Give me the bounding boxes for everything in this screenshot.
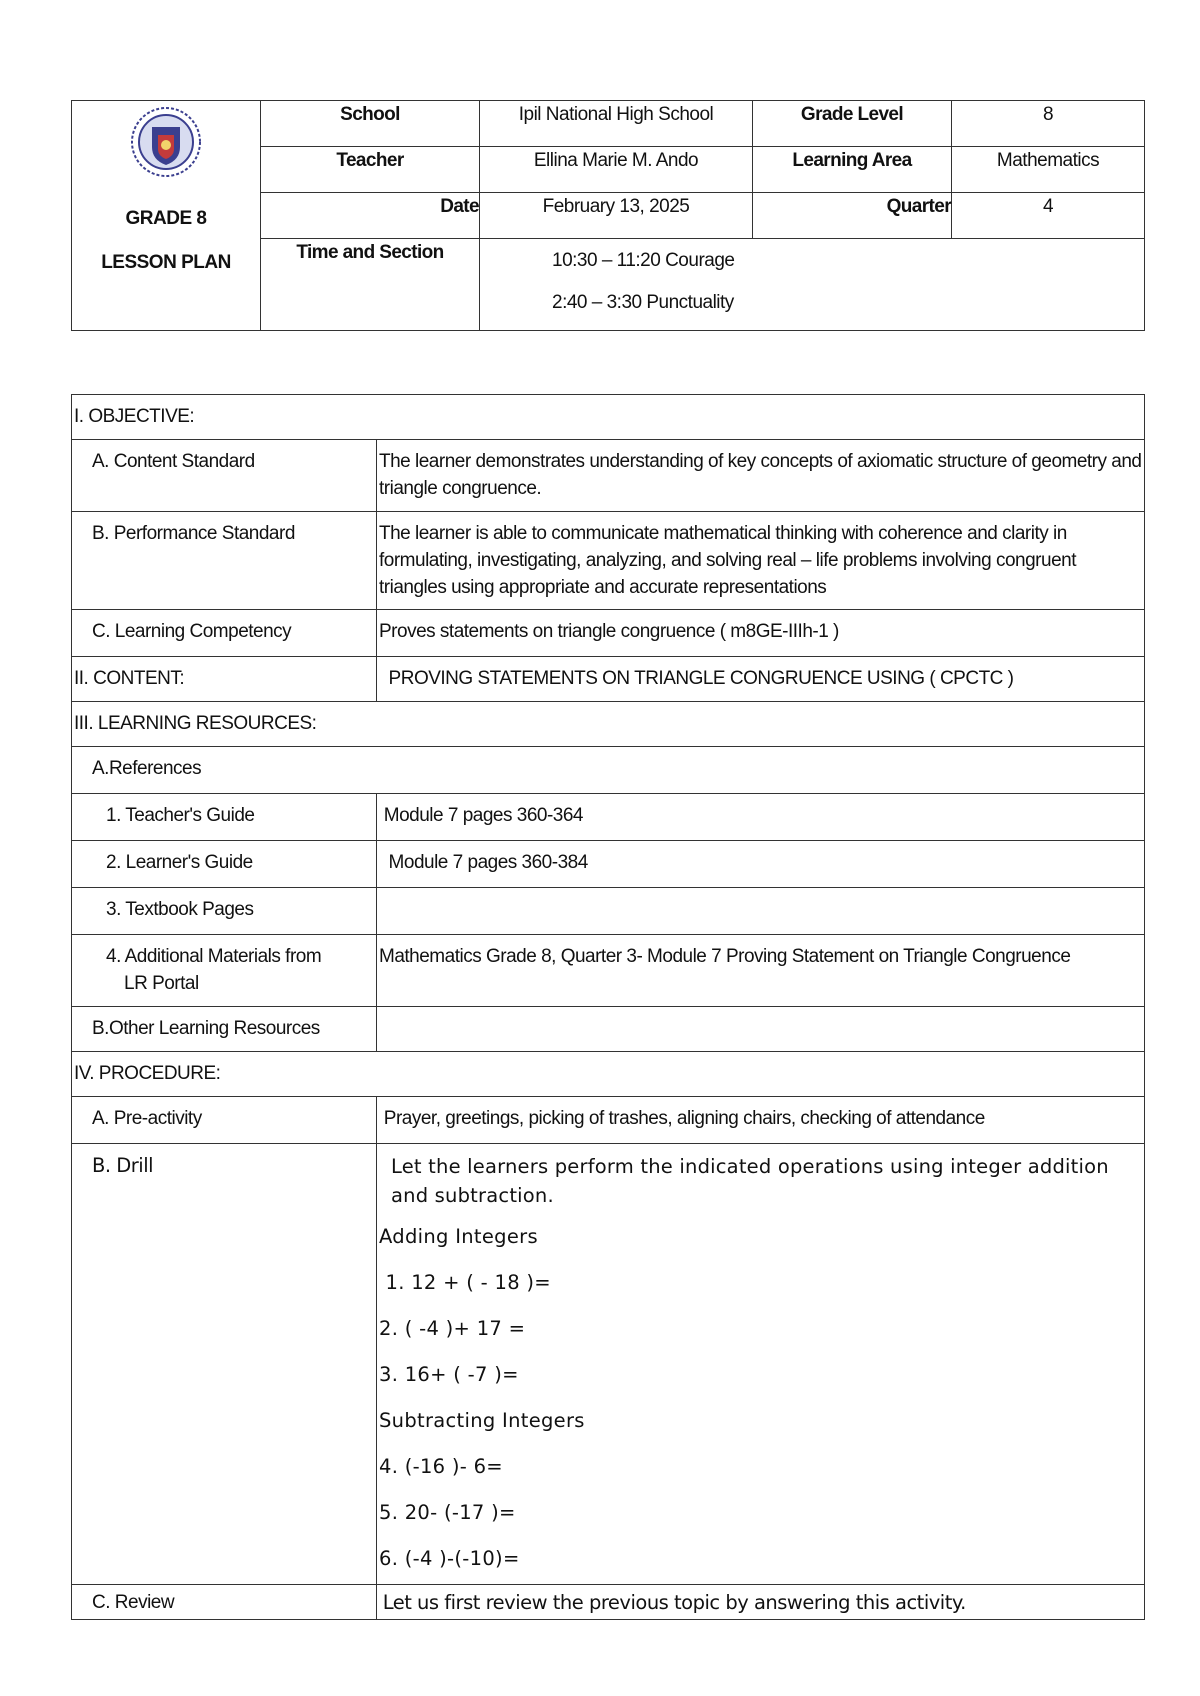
- other-resources-value: [377, 1007, 1145, 1052]
- textbook-value: [377, 888, 1145, 935]
- additional-materials-value: Mathematics Grade 8, Quarter 3- Module 7 Proving Statement on Triangle Congruence: [377, 935, 1145, 1007]
- procedure-heading: IV. PROCEDURE:: [72, 1052, 1145, 1097]
- time-section-value: [480, 239, 1145, 331]
- time-section-2: 2:40 – 3:30 Punctuality: [552, 292, 734, 313]
- other-resources-label: B.Other Learning Resources: [72, 1007, 377, 1052]
- preactivity-label: A. Pre-activity: [72, 1097, 377, 1144]
- school-label: School: [261, 101, 480, 147]
- drill-item-5: 5. 20- (-17 )=: [379, 1501, 516, 1524]
- drill-intro: Let the learners perform the indicated operations using integer addition and subtraction.: [391, 1155, 1109, 1207]
- teacher-label: Teacher: [261, 147, 480, 193]
- content-label: II. CONTENT:: [72, 657, 377, 702]
- drill-label: B. Drill: [72, 1144, 377, 1585]
- drill-item-6: 6. (-4 )-(-10)=: [379, 1547, 520, 1570]
- teachers-guide-value: Module 7 pages 360-364: [377, 794, 1145, 841]
- content-standard-value: The learner demonstrates understanding of key concepts of axiomatic structure of geometry and triangle congruence.: [377, 440, 1145, 512]
- drill-adding-heading: Adding Integers: [379, 1225, 538, 1248]
- grade-title: GRADE 8: [125, 208, 207, 229]
- drill-content: [377, 1144, 1145, 1585]
- time-section-label: Time and Section: [261, 239, 480, 331]
- objective-heading: I. OBJECTIVE:: [72, 395, 1145, 440]
- review-label: C. Review: [72, 1585, 377, 1620]
- content-value: PROVING STATEMENTS ON TRIANGLE CONGRUENCE USING ( CPCTC ): [377, 657, 1145, 702]
- performance-standard-label: B. Performance Standard: [72, 512, 377, 610]
- logo-cell: [72, 101, 261, 331]
- textbook-label: 3. Textbook Pages: [72, 888, 377, 935]
- date-label: Date: [261, 193, 480, 239]
- drill-item-2: 2. ( -4 )+ 17 =: [379, 1317, 526, 1340]
- header-table: [71, 100, 1145, 331]
- plan-title: LESSON PLAN: [101, 252, 231, 273]
- deped-seal-icon: [130, 105, 202, 179]
- learning-area-value: Mathematics: [952, 147, 1145, 193]
- additional-materials-label: [72, 935, 377, 1007]
- learners-guide-label: 2. Learner's Guide: [72, 841, 377, 888]
- review-value: Let us first review the previous topic by answering this activity.: [377, 1585, 1145, 1620]
- preactivity-value: Prayer, greetings, picking of trashes, aligning chairs, checking of attendance: [377, 1097, 1145, 1144]
- grade-level-label: Grade Level: [753, 101, 952, 147]
- drill-subtracting-heading: Subtracting Integers: [379, 1409, 585, 1432]
- additional-label-line-1: 4. Additional Materials from: [106, 946, 322, 967]
- lesson-plan-table: [71, 394, 1145, 1620]
- quarter-label: Quarter: [753, 193, 952, 239]
- additional-label-line-2: LR Portal: [124, 973, 199, 994]
- date-value: February 13, 2025: [480, 193, 753, 239]
- school-value: Ipil National High School: [480, 101, 753, 147]
- learning-competency-label: C. Learning Competency: [72, 610, 377, 657]
- teacher-value: Ellina Marie M. Ando: [480, 147, 753, 193]
- time-section-1: 10:30 – 11:20 Courage: [552, 250, 735, 271]
- learning-competency-value: Proves statements on triangle congruence ( m8GE-IIIh-1 ): [377, 610, 1145, 657]
- drill-item-3: 3. 16+ ( -7 )=: [379, 1363, 519, 1386]
- content-standard-label: A. Content Standard: [72, 440, 377, 512]
- performance-standard-value: The learner is able to communicate mathematical thinking with coherence and clarity in formulating, investigating, analyzing, and solving real – life problems involving congruent triangles using appropriate and accurate representations: [377, 512, 1145, 610]
- learners-guide-value: Module 7 pages 360-384: [377, 841, 1145, 888]
- learning-area-label: Learning Area: [753, 147, 952, 193]
- drill-item-4: 4. (-16 )- 6=: [379, 1455, 503, 1478]
- references-heading: A.References: [72, 747, 1145, 794]
- grade-level-value: 8: [952, 101, 1145, 147]
- drill-item-1: 1. 12 + ( - 18 )=: [379, 1271, 551, 1294]
- quarter-value: 4: [952, 193, 1145, 239]
- resources-heading: III. LEARNING RESOURCES:: [72, 702, 1145, 747]
- teachers-guide-label: 1. Teacher's Guide: [72, 794, 377, 841]
